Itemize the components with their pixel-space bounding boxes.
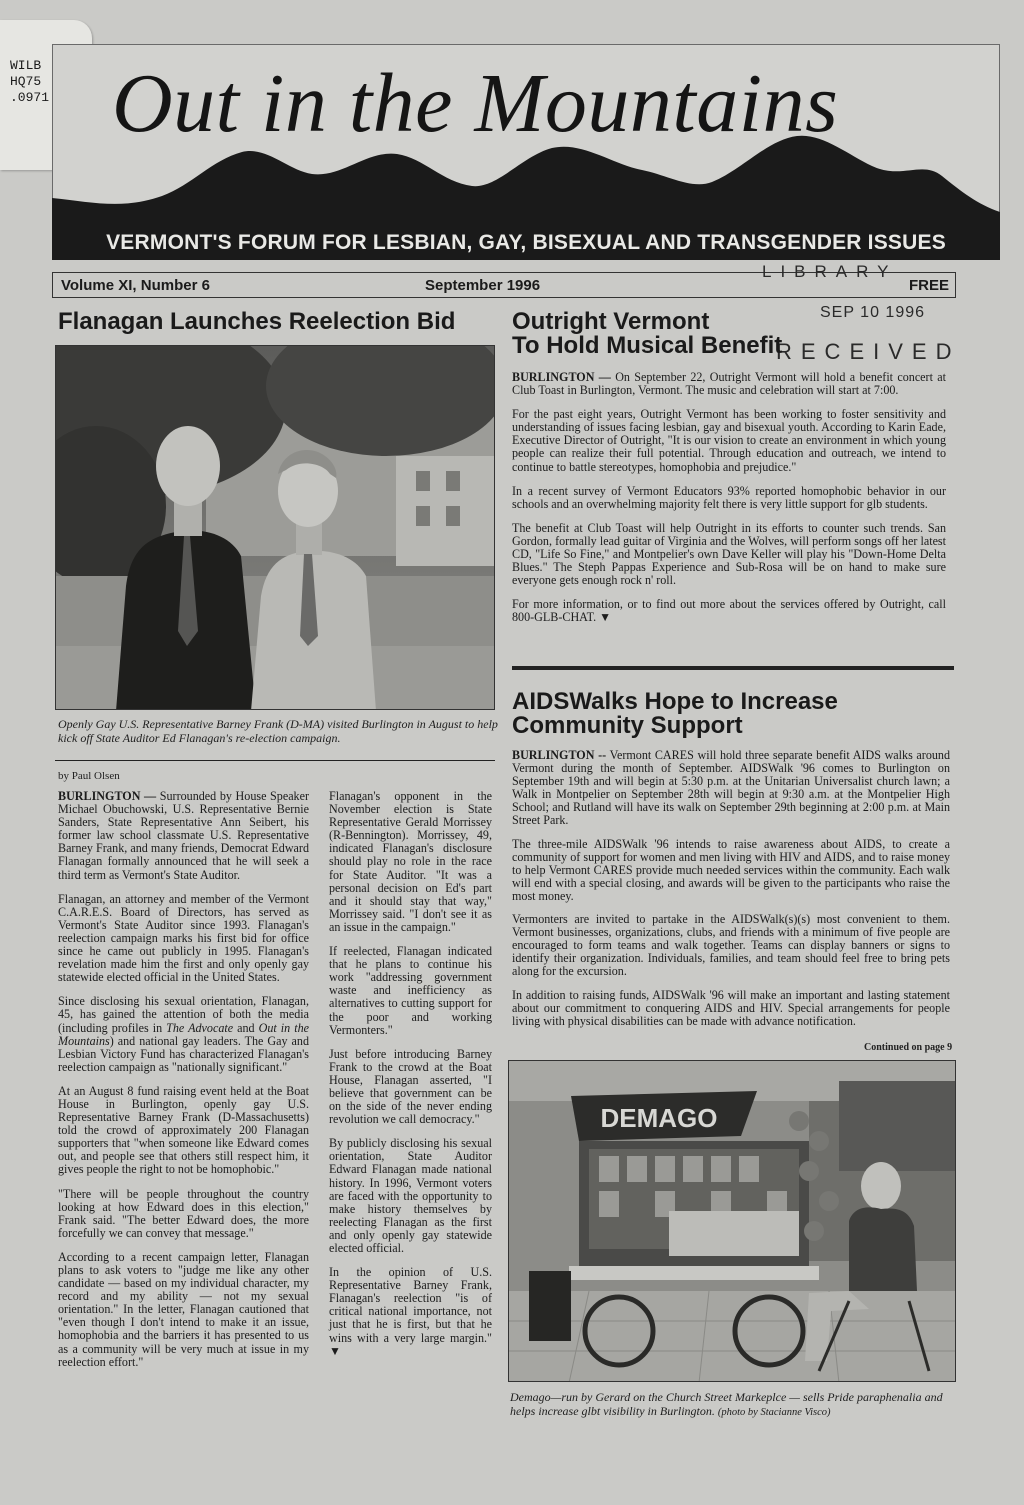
dateline: BURLINGTON — xyxy=(58,789,157,803)
paragraph: According to a recent campaign letter, Flanagan plans to ask voters to "judge me like any other candidate — based on my individual character, my record and my ability — not my sexual orientation." In the letter, Flanagan cautioned that "even though I don't intend to make it an issue, homophobia and the barriers it has presented to us as a community will be very much at issue in my reelection effort." xyxy=(58,1249,309,1369)
article-headline: AIDSWalks Hope to Increase xyxy=(512,688,838,715)
call-number-line: HQ75 xyxy=(10,74,42,89)
article-headline: Community Support xyxy=(512,712,743,739)
paragraph xyxy=(512,371,946,397)
paragraph: Flanagan, an attorney and member of the Vermont C.A.R.E.S. Board of Directors, has served as Vermont's State Auditor since 1993. Flanagan's reelection campaign marks his first bid for office since he came out publicly in 1995. Flanagan's revelation made him the first and only openly gay statewide elected official in the United States. xyxy=(58,891,309,985)
paragraph: By publicly disclosing his sexual orientation, State Auditor Edward Flanagan made national history. In 1996, Vermont voters are faced with the opportunity to make history themselves by reelecting Flanagan as the first and only openly gay statewide elected official. xyxy=(329,1136,492,1255)
call-number-line: .0971 xyxy=(10,90,50,105)
continued-note: Continued on page 9 xyxy=(864,1042,953,1053)
article-headline: Outright Vermont xyxy=(512,308,710,335)
publication-name: Out in the Mountains xyxy=(58,1020,310,1048)
paragraph-text: and xyxy=(237,1020,255,1035)
received-date-stamp: SEP 10 1996 xyxy=(820,304,926,321)
paragraph: If reelected, Flanagan indicated that he plans to continue his work "addressing government waste and inefficiency as alternatives to cutting support for the poor and working Vermonters." xyxy=(329,944,492,1037)
article-body xyxy=(512,749,950,1038)
dateline: BURLINGTON — xyxy=(512,370,611,384)
photo-credit: (photo by Stacianne Visco) xyxy=(717,1407,831,1418)
paragraph: In the opinion of U.S. Representative Barney Frank, Flanagan's reelection "is of critical national importance, not just that he is first, but that he wins with a very large margin." ▼ xyxy=(329,1265,492,1358)
paragraph: Flanagan's opponent in the November election is State Representative Gerald Morrissey (R-Bennington). Morrissey, 49, indicated Flanagan's disclosure should play no role in the race for State Auditor. "It was a personal decision on Ed's part and it should stay that way," Morrissey said. "I don't see it as an issue in the campaign." xyxy=(329,789,492,934)
paragraph: For more information, or to find out more about the services offered by Outright, call 800-GLB-CHAT. ▼ xyxy=(512,597,946,625)
paragraph-text: Vermont CARES will hold three separate benefit AIDS walks around Vermont during the month of September. AIDSWalk '96 comes to Burlington on September 19th and will begin at 5:30 p.m. at the Unitarian Universalist church lawn; a Walk in Montpelier on September 28th will begin at 9:30 a.m. at the Montpelier High School; and Rutland will have its walk on September 29th beginning at 2:00 p.m. at Main Street Park. xyxy=(512,748,951,828)
section-divider xyxy=(512,666,954,670)
photo-caption: Openly Gay U.S. Representative Barney Frank (D-MA) visited Burlington in August to help kick off State Auditor Ed Flanagan's re-election campaign. xyxy=(58,717,498,745)
article-body xyxy=(512,371,946,636)
paragraph: Vermonters are invited to partake in the AIDSWalk(s)(s) most convenient to them. Vermont businesses, organizations, clubs, and friends with a minimum of five people are encouraged to form teams and walk together. Teams can display banners or signs to identify their organization. Individuals, families, and team should feel free to bring pets along for the excursion. xyxy=(512,912,950,979)
paragraph-text: ) and national gay leaders. The Gay and Lesbian Victory Fund has characterized Flanagan's reelection campaign as "nationally significant." xyxy=(58,1033,309,1074)
masthead-title: Out in the Mountains xyxy=(112,57,839,150)
dateline: BURLINGTON -- xyxy=(512,748,607,762)
paragraph: At an August 8 fund raising event held at the Boat House in Burlington, openly gay U.S. Representative Barney Frank (D-Massachusetts) told the crowd of approximately 200 Flanagan supporters that "when someone like Edward comes out, and people see that others still respect him, it gives people the right to not be homophobic." xyxy=(58,1083,309,1177)
politicians-photo xyxy=(55,345,495,710)
paragraph: The three-mile AIDSWalk '96 intends to raise awareness about AIDS, to create a community of support for women and men living with HIV and AIDS, and to raise money to help Vermont CARES provide much needed services within the community. Each walk will end with a special closing, and awards will be given to the participants who raise the most money. xyxy=(512,836,950,903)
demago-sign: DEMAGO xyxy=(600,1103,718,1133)
article-headline: Flanagan Launches Reelection Bid xyxy=(58,308,456,335)
paragraph-text: Surrounded by House Speaker Michael Obuchowski, U.S. Representative Bernie Sanders, State Representative Ann Seibert, his former law school classmate U.S. Representative Barney Frank, and many friends, Democrat Edward Flanagan formally announced that he will seek a third term as Vermont's State Auditor. xyxy=(58,789,309,882)
paragraph xyxy=(512,749,950,828)
issue-price: FREE xyxy=(909,277,950,294)
paragraph: In a recent survey of Vermont Educators 93% reported homophobic behavior in our schools and an overwhelming majority felt there is very little support for glb students. xyxy=(512,483,946,511)
paragraph xyxy=(58,790,309,882)
article-headline: To Hold Musical Benefit xyxy=(512,332,783,359)
article-byline: by Paul Olsen xyxy=(58,770,120,782)
issue-volume: Volume XI, Number 6 xyxy=(61,277,210,294)
paragraph-text: Since disclosing his sexual orientation, Flanagan, 45, has gained the attention of both the media (including profiles in xyxy=(58,994,309,1035)
politicians-photo-image xyxy=(56,346,495,710)
article-column-1 xyxy=(58,790,309,1380)
library-stamp: LIBRARY xyxy=(762,262,898,281)
paragraph: Just before introducing Barney Frank to the crowd at the Boat House, Flanagan asserted, "I believe that government can be on the side of the never ending revolution we call democracy." xyxy=(329,1046,492,1127)
paragraph: In addition to raising funds, AIDSWalk '96 will make an important and lasting statement about our commitment to conquering AIDS and HIV. Special arrangements for people living with physical disabilities can be made with advance notification. xyxy=(512,987,950,1028)
masthead-tagline: VERMONT'S FORUM FOR LESBIAN, GAY, BISEXUAL AND TRANSGENDER ISSUES xyxy=(106,231,946,254)
received-stamp: RECEIVED xyxy=(776,339,961,364)
paragraph xyxy=(58,995,309,1074)
call-number-line: WILB xyxy=(10,58,42,73)
demago-cart-photo xyxy=(508,1060,956,1382)
photo-caption-text: Demago—run by Gerard on the Church Street Markeplce — sells Pride paraphenalia and helps increase glbt visibility in Burlington. xyxy=(510,1390,943,1418)
photo-caption xyxy=(510,1390,950,1420)
publication-name: The Advocate xyxy=(166,1020,234,1035)
paragraph: The benefit at Club Toast will help Outright in its efforts to counter such trends. San Gordon, formally lead guitar of Virginia and the Wolves, will perform songs off her latest CD, "Life So Fine," and Montpelier's own Dave Keller will play his "Down-Home Delta Blues." The Steph Pappas Experience and Sub-Rosa will be on hand to make sure everyone gets enough rock n' roll. xyxy=(512,520,946,588)
caption-divider xyxy=(55,760,495,761)
paragraph: For the past eight years, Outright Vermont has been working to foster sensitivity and understanding of issues facing lesbian, gay and bisexual youth. According to Karin Eade, Executive Director of Outright, "It is our vision to create an environment in which young people can realize their full potential. Through education and outreach, we intend to continue to battle stereotypes, homophobia and prejudice." xyxy=(512,407,946,474)
paragraph-text: On September 22, Outright Vermont will hold a benefit concert at Club Toast in Burlington, Vermont. The music and celebration will start at 7:00. xyxy=(512,370,946,398)
paragraph: "There will be people throughout the country looking at how Edward does in this election," Frank said. "The better Edward does, the more forcefully we can convey that message." xyxy=(58,1186,309,1240)
article-column-2 xyxy=(329,790,492,1369)
demago-cart-photo-image xyxy=(509,1061,956,1382)
issue-date: September 1996 xyxy=(425,277,541,294)
